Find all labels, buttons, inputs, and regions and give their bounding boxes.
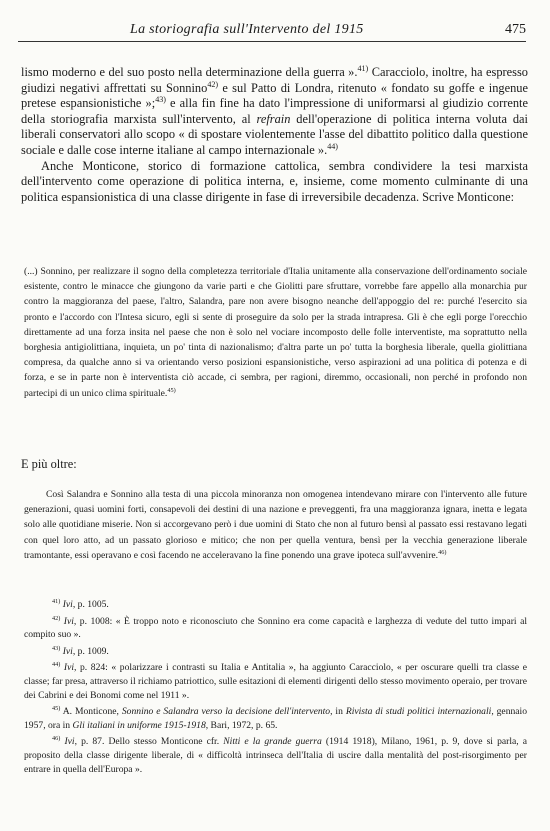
e-piu-oltre: E più oltre: <box>21 457 77 471</box>
main-text <box>21 65 528 205</box>
note-ref-44: 44) <box>327 141 338 151</box>
footnote-44: $^{44)}$ Ivi, p. 824: « polarizzare i contrasti su Italia e Antitalia », ha aggiunto Caracciolo, « per oscurare quelli tra classe e classe; far presa, attraverso il richiamo patriottico, sulle esitazioni di elementi dirigenti dello stesso movimento operaio, per trovare dei Cabrini e dei Bonomi come nel 1911 ». <box>24 661 527 701</box>
page-number: 475 <box>505 22 526 37</box>
quote-2-text: Così Salandra e Sonnino alla testa di una piccola minoranza non omogenea intendevano mirare con l'intervento alle future generazioni, quasi uomini forti, consapevoli dei destini di una nazione e preveggenti, fra una maggioranza ignara, inetta e legata solo alle quotidiane miserie. Non si accorgevano però i due uomini di Stato che non al futuro bensì al passato essi restavano legati con quel loro atto, ad un passato glorioso e mitico; che non per quella ventura, bensì per la vecchia generazione liberale tramontante, essi operavano e così facendo ne acceleravano la fine ponendo una grave ipoteca sull'avvenire. <box>24 489 527 561</box>
running-title: La storiografia sull'Intervento del 1915 <box>130 22 364 37</box>
running-header <box>18 22 526 44</box>
paragraph-1: lismo moderno e del suo posto nella determinazione della guerra ».$^{41)}$ Caracciolo, inoltre, ha espresso giudizi negativi affrettati su Sonnino$^{42)}$ e sul Patto di Londra, ritenuto « fondato su goffe e ingenue pretese espansionistiche »;$^{43)}$ e alla fin fine ha dato l'impressione di uniformarsi al giudizio corrente della storiografia marxista sull'intervento, al refrain dell'operazione di politica interna voluta dai liberali conservatori allo scopo « di spostare violentemente l'asse del dibattito politico dalla questione sociale e dalle cose interne italiane al campo internazionale ».$^{44)}$ <box>21 63 528 157</box>
footnote-45: $^{45)}$ A. Monticone, Sonnino e Salandra verso la decisione dell'intervento, in Rivista di studi politici internazionali, gennaio 1957, ora in Gli italiani in uniforme 1915-1918, Bari, 1972, p. 65. <box>24 704 528 731</box>
footnote-41: $^{41)}$ Ivi, p. 1005. <box>52 597 109 610</box>
note-ref-43: 43) <box>155 95 166 105</box>
footnote-46: $^{46)}$ Ivi, p. 87. Dello stesso Monticone cfr. Nitti e la grande guerra (1914 1918), Milano, 1961, p. 9, dove si parla, a proposito della classe dirigente liberale, di « difficoltà intrinseca dell'Italia di uscire dalla mentalità del post-risorgimento per entrare in quella dell'Europa ». <box>24 735 528 775</box>
note-ref-42: 42) <box>207 79 219 89</box>
footnote-43: $^{43)}$ Ivi, p. 1009. <box>52 644 109 657</box>
paragraph-2: Anche Monticone, storico di formazione cattolica, sembra condividere la tesi marxista dell'intervento come operazione di politica interna, e, insieme, come momento culminante di una politica espansionistica di una classe dirigente in fase di irreversibile decadenza. Scrive Monticone: <box>21 158 528 204</box>
note-ref-46: 46) <box>438 548 447 556</box>
block-quote-2 <box>24 487 527 563</box>
note-ref-45: 45) <box>167 386 176 394</box>
note-ref-41: 41) <box>357 63 369 73</box>
footnote-42: $^{42)}$ Ivi, p. 1008: « È troppo noto e riconosciuto che Sonnino era come capacità e larghezza di vedute del tutto impari al compito suo ». <box>24 614 527 641</box>
italic-refrain: refrain <box>256 111 291 126</box>
block-quote-1 <box>24 264 527 401</box>
quote-1-text: (...) Sonnino, per realizzare il sogno della completezza territoriale d'Italia unitamente alla conservazione dell'ordinamento sociale esistente, contro le minacce che giungono da varie parti e che Giolitti pare sfruttare, vorrebbe fare appello alla monarchia pur contro la maggioranza del paese, l'altro, Salandra, pare non avere bisogno neanche dell'appoggio del re: purché l'esercito sia pronto e l'accordo con l'Intesa sicuro, egli si sente di proseguire da solo per la strada intrapresa. Gli è che egli porge l'orecchio direttamente ad una forza insita nel paese che non è solo nel vociare incomposto delle folle interventiste, ma soprattutto nella borghesia antigiolittiana, inquieta, un po' tinta di nazionalismo; d'altra parte un po' tutta la borghesia liberale, quella giolittiana compresa, da qualche anno si va orientando verso posizioni espansionistiche, verso aspirazioni ad una politica di potenza e di forza, e se in parte non è interventista ciò accade, ci sembra, per ragioni, diremmo, occasionali, non perché in profondo non partecipi di un unico clima spirituale. <box>24 266 527 399</box>
header-rule <box>18 41 526 42</box>
footnotes <box>24 598 527 779</box>
